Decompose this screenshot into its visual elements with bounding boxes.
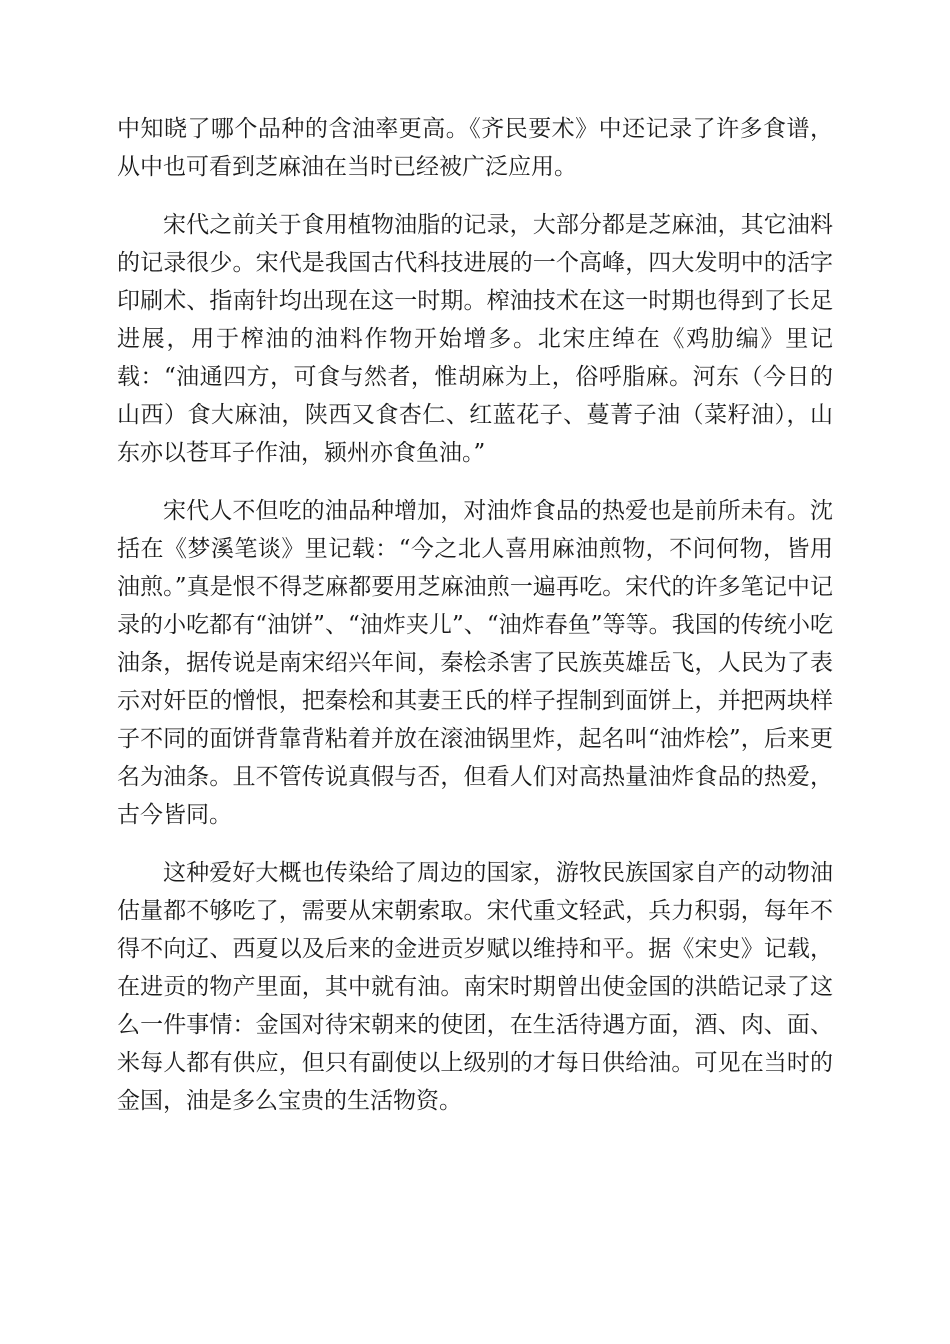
paragraph-3: 宋代人不但吃的油品种增加，对油炸食品的热爱也是前所未有。沈括在《梦溪笔谈》里记载：“今之北人喜用麻油煎物，不问何物，皆用油煎。”真是恨不得芝麻都要用芝麻油煎一遍再吃。宋代的许多笔记中记录的小吃都有“油饼”、“油炸夹儿”、“油炸春鱼”等等。我国的传统小吃油条，据传说是南宋绍兴年间，秦桧杀害了民族英雄岳飞，人民为了表示对奸臣的憎恨，把秦桧和其妻王氏的样子捏制到面饼上，并把两块样子不同的面饼背靠背粘着并放在滚油锅里炸，起名叫“油炸桧”，后来更名为油条。且不管传说真假与否，但看人们对高热量油炸食品的热爱，古今皆同。 — [117, 498, 833, 828]
paragraph-1: 中知晓了哪个品种的含油率更高。《齐民要术》中还记录了许多食谱，从中也可看到芝麻油在当时已经被广泛应用。 — [117, 116, 833, 180]
paragraph-4: 这种爱好大概也传染给了周边的国家，游牧民族国家自产的动物油估量都不够吃了，需要从宋朝索取。宋代重文轻武，兵力积弱，每年不得不向辽、西夏以及后来的金进贡岁赋以维持和平。据《宋史》记载，在进贡的物产里面，其中就有油。南宋时期曾出使金国的洪皓记录了这么一件事情：金国对待宋朝来的使团，在生活待遇方面，酒、肉、面、米每人都有供应，但只有副使以上级别的才每日供给油。可见在当时的金国，油是多么宝贵的生活物资。 — [117, 860, 833, 1114]
paragraph-2: 宋代之前关于食用植物油脂的记录，大部分都是芝麻油，其它油料的记录很少。宋代是我国古代科技进展的一个高峰，四大发明中的活字印刷术、指南针均出现在这一时期。榨油技术在这一时期也得到了长足进展，用于榨油的油料作物开始增多。北宋庄绰在《鸡肋编》里记载：“油通四方，可食与然者，惟胡麻为上，俗呼脂麻。河东（今日的山西）食大麻油，陕西又食杏仁、红蓝花子、蔓菁子油（菜籽油），山东亦以苍耳子作油，颍州亦食鱼油。” — [117, 212, 833, 466]
document-body — [117, 110, 833, 1140]
